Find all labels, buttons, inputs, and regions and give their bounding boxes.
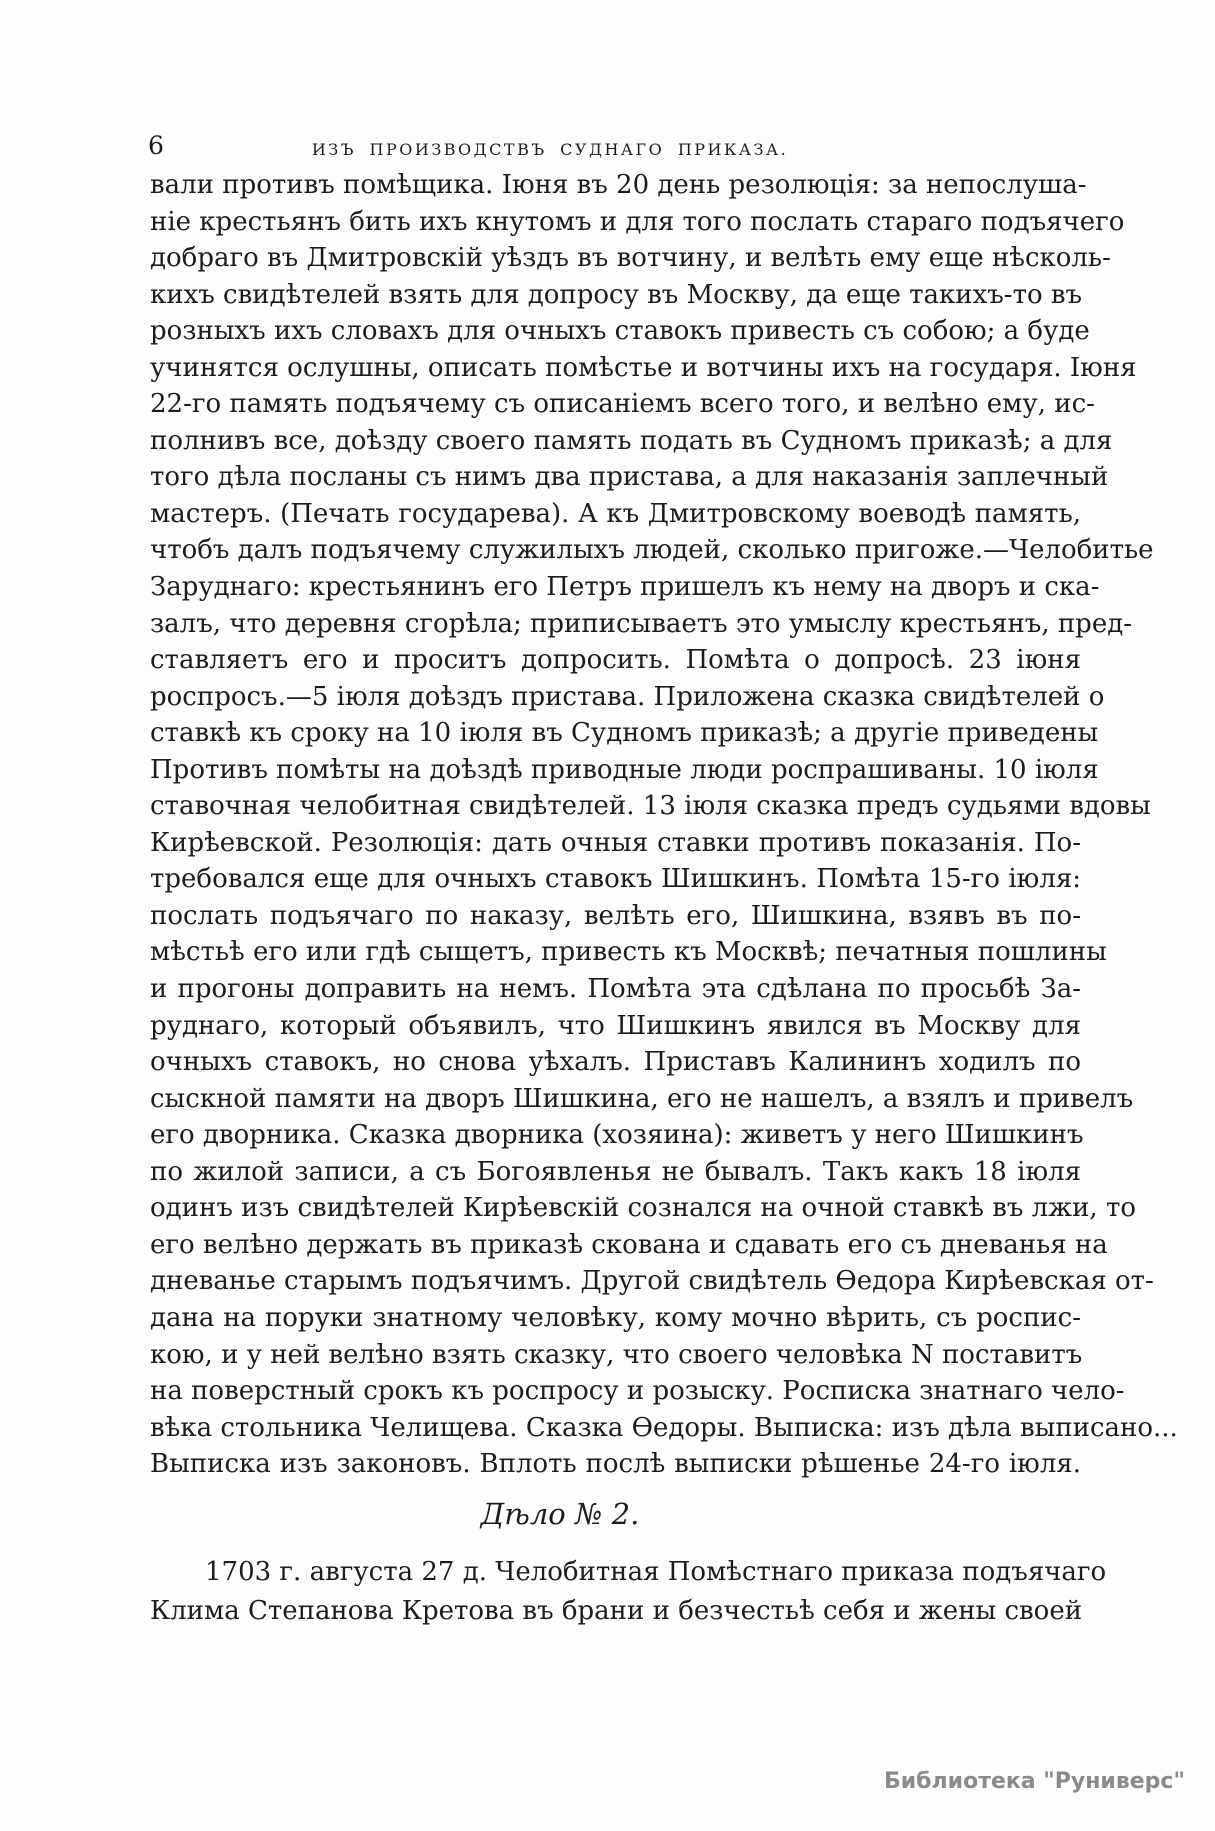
- text-line: полнивъ все, доѣзду своего память подать въ Судномъ приказѣ; а для: [150, 425, 1113, 456]
- text-line: кихъ свидѣтелей взять для допросу въ Москву, да еще такихъ-то въ: [150, 279, 1083, 310]
- text-line: его дворника. Сказка дворника (хозяина): живетъ у него Шишкинъ: [150, 1120, 1084, 1151]
- text-line: роспросъ.—5 іюля доѣздъ пристава. Приложена сказка свидѣтелей о: [150, 681, 1105, 712]
- text-line: мастеръ. (Печать государева). А къ Дмитровскому воеводѣ память,: [150, 498, 1081, 529]
- text-line: Выписка изъ законовъ. Вплоть послѣ выписки рѣшенье 24-го іюля.: [150, 1449, 1081, 1480]
- text-line: розныхъ ихъ словахъ для очныхъ ставокъ привесть съ собою; а буде: [150, 316, 1090, 347]
- text-line: его велѣно держать въ приказѣ скована и сдавать его съ дневанья на: [150, 1229, 1108, 1260]
- text-line: того дѣла посланы съ нимъ два пристава, а для наказанія заплечный: [150, 462, 1109, 493]
- text-line: вѣка стольника Челищева. Сказка Ѳедоры. Выписка: изъ дѣла выписано...: [150, 1412, 1178, 1443]
- text-line: Клима Степанова Кретова въ брани и безчестьѣ себя и жены своей: [150, 1595, 1083, 1626]
- text-line: Противъ помѣты на доѣздѣ приводные люди роспрашиваны. 10 іюля: [150, 754, 1099, 785]
- case2-paragraph: [150, 1553, 1107, 1630]
- text-line: ніе крестьянъ бить ихъ кнутомъ и для того послать стараго подъячего: [150, 206, 1125, 237]
- text-line: руднаго, который объявилъ, что Шишкинъ явился въ Москву для: [150, 1010, 1081, 1041]
- text-line: ставляетъ его и проситъ допросить. Помѣта о допросѣ. 23 іюня: [150, 645, 1081, 676]
- case1-body-text: [150, 167, 1178, 1483]
- text-line: дневанье старымъ подъячимъ. Другой свидѣтель Ѳедора Кирѣевская от-: [150, 1266, 1154, 1297]
- text-line: Заруднаго: крестьянинъ его Петръ пришелъ къ нему на дворъ и ска-: [150, 572, 1100, 603]
- text-line: сыскной памяти на дворъ Шишкина, его не нашелъ, а взялъ и привелъ: [150, 1083, 1134, 1114]
- text-line: вали противъ помѣщика. Іюня въ 20 день резолюція: за непослуша-: [150, 170, 1087, 200]
- text-line: учинятся ослушны, описать помѣстье и вотчины ихъ на государя. Іюня: [150, 352, 1137, 383]
- text-line: мѣстьѣ его или гдѣ сыщетъ, привесть къ Москвѣ; печатныя пошлины: [150, 937, 1107, 968]
- text-line: дана на поруки знатному человѣку, кому мочно вѣрить, съ роспис-: [150, 1302, 1081, 1333]
- text-line: требовался еще для очныхъ ставокъ Шишкинъ. Помѣта 15-го іюля:: [150, 864, 1081, 895]
- text-line: ставочная челобитная свидѣтелей. 13 іюля сказка предъ судьями вдовы: [150, 791, 1151, 822]
- text-line: по жилой записи, а съ Богоявленья не бывалъ. Такъ какъ 18 іюля: [150, 1156, 1081, 1187]
- library-watermark: Библиотека "Руниверс": [884, 1769, 1185, 1794]
- text-line: Кирѣевской. Резолюція: дать очныя ставки противъ показанія. По-: [150, 827, 1081, 858]
- text-line: чтобъ далъ подъячему служилыхъ людей, сколько пригоже.—Челобитье: [150, 535, 1154, 566]
- text-line: кою, и у ней велѣно взять сказку, что своего человѣка N поставитъ: [150, 1339, 1083, 1370]
- text-line: ставкѣ къ сроку на 10 іюля въ Судномъ приказѣ; а другіе приведены: [150, 718, 1099, 749]
- text-line: очныхъ ставокъ, но снова уѣхалъ. Приставъ Калининъ ходилъ по: [150, 1047, 1081, 1078]
- text-line: одинъ изъ свидѣтелей Кирѣевскій сознался на очной ставкѣ въ лжи, то: [150, 1193, 1136, 1224]
- text-line: добраго въ Дмитровскій уѣздъ въ вотчину, и велѣть ему еще нѣсколь-: [150, 243, 1111, 274]
- text-line: 1703 г. августа 27 д. Челобитная Помѣстнаго приказа подъячаго: [205, 1557, 1107, 1587]
- running-header: ИЗЪ ПРОИЗВОДСТВЪ СУДНАГО ПРИКАЗА.: [311, 140, 789, 159]
- text-line: на поверстный срокъ къ роспросу и розыску. Росписка знатнаго чело-: [150, 1376, 1125, 1407]
- text-line: послать подъячаго по наказу, велѣть его, Шишкина, взявъ въ по-: [150, 900, 1081, 931]
- text-line: 22-го память подъячему съ описаніемъ всего того, и велѣно ему, ис-: [150, 389, 1095, 420]
- section-heading-delo-2: Дѣло № 2.: [480, 1497, 640, 1531]
- page-number: 6: [148, 131, 164, 160]
- text-line: залъ, что деревня сгорѣла; приписываетъ это умыслу крестьянъ, пред-: [150, 608, 1133, 639]
- text-line: и прогоны доправить на немъ. Помѣта эта сдѣлана по просьбѣ За-: [150, 974, 1081, 1005]
